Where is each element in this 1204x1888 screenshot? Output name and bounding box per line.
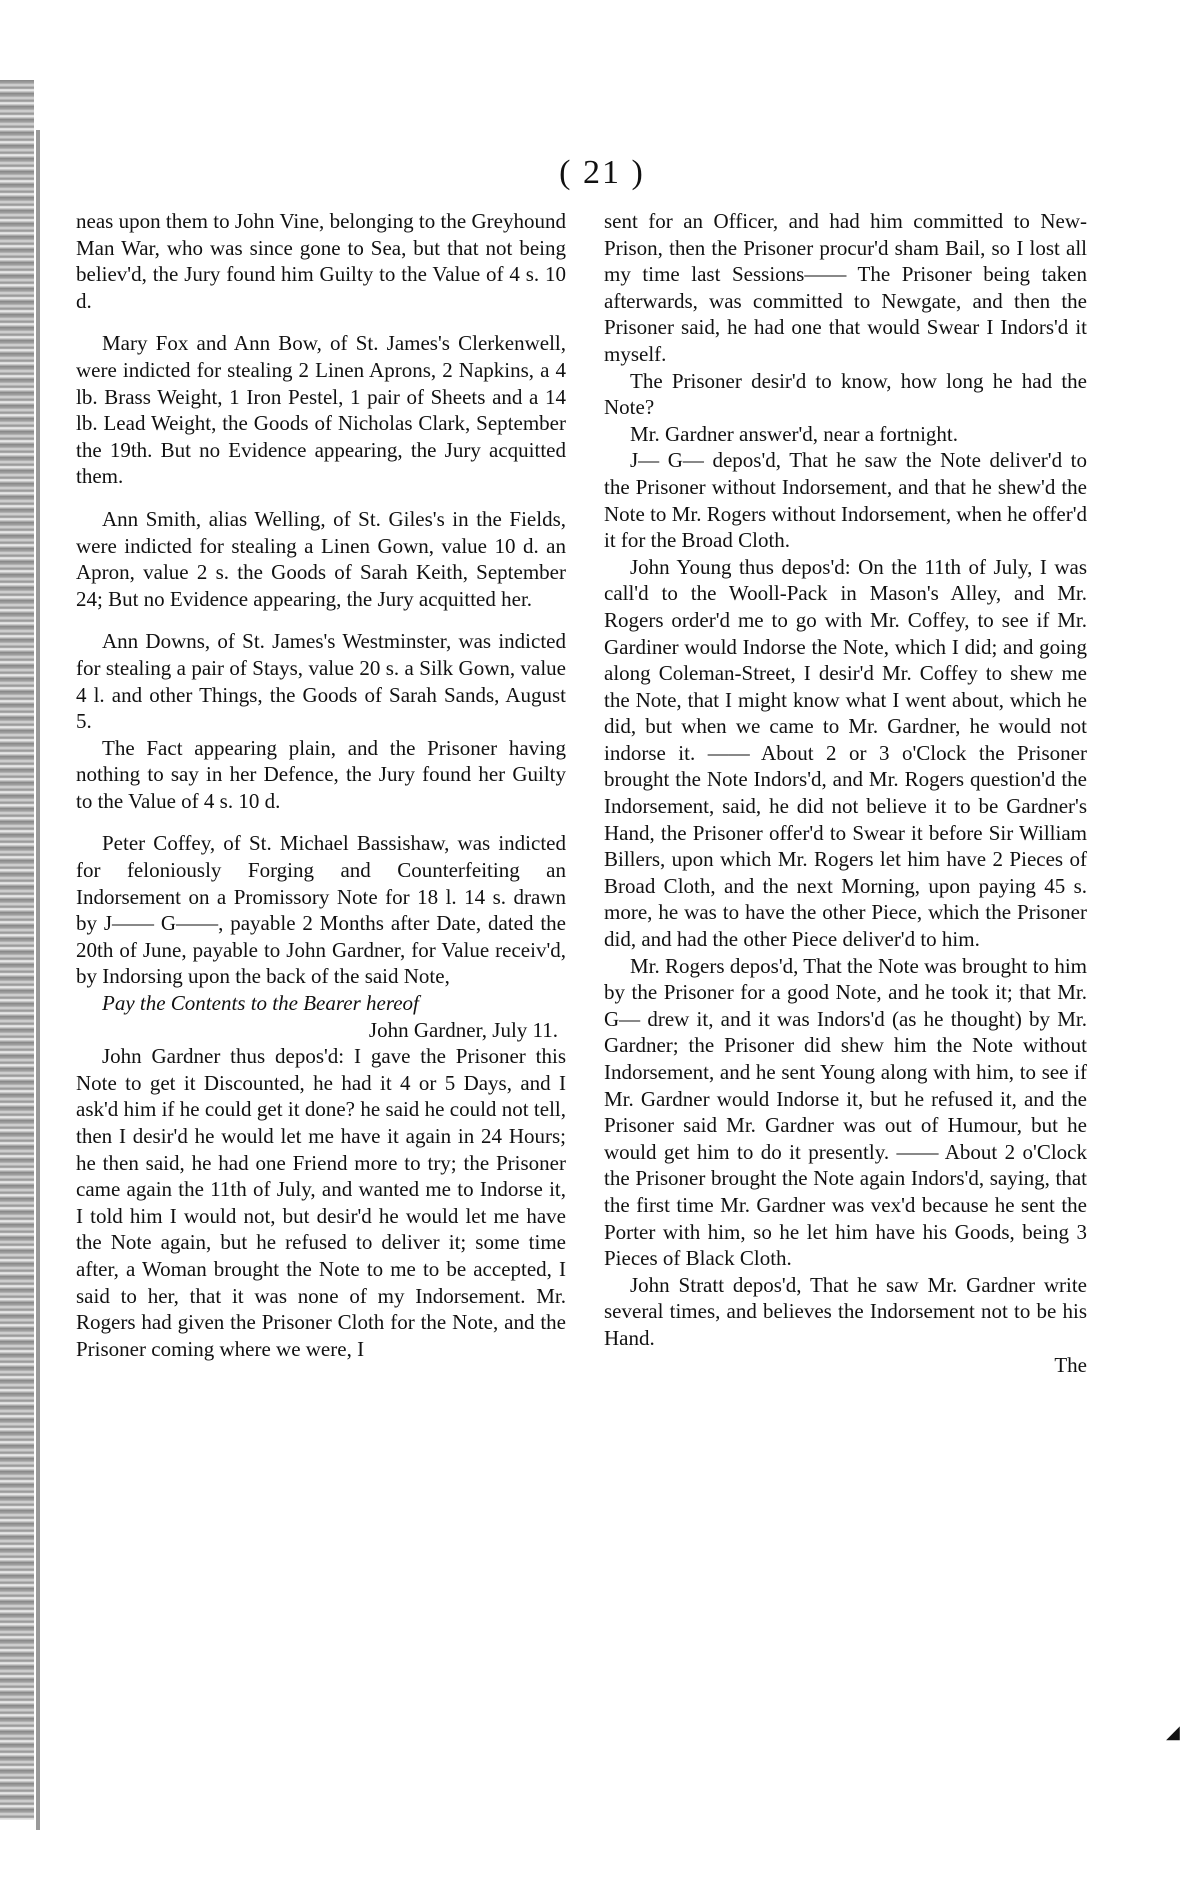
paragraph-downs-verdict [76,735,566,815]
entry-vine-verdict [76,208,566,314]
right-column [604,208,1087,1378]
indorsement-text [76,990,566,1017]
text-span: Mary Fox and Ann Bow, of St. James's Clerkenwell, were indicted for stealing 2 Linen Aprons, 2 Napkins, a 4 lb. Brass Weight, 1 Iron Pestel, 1 pair of Sheets and a 14 lb. Lead Weight, the Goods of Nicholas Clark, September the 19th. But no Evidence appearing, the Jury acquitted them. [76,331,566,489]
text-span: Ann Smith, alias Welling, of St. Giles's in the Fields, were indicted for stealing a Linen Gown, value 10 d. an Apron, value 2 s. the Goods of Sarah Keith, September 24; But no Evidence appearing, the Jury acquitted her. [76,506,566,611]
text-span: J— G— depos'd, That he saw the Note deliver'd to the Prisoner without Indorsement, and that he shew'd the Note to Mr. Rogers without Indorsement, when he offer'd it for the Broad Cloth. [604,448,1087,553]
corner-mark-icon: ◢ [1166,1722,1180,1742]
entry-downs [76,628,566,734]
page-binding-edge [0,80,34,1820]
testimony-gardner [76,1043,566,1362]
text-span: Mr. Gardner answer'd, near a fortnight. [630,421,959,446]
entry-coffey [76,830,566,990]
gardner-answer [604,421,1087,448]
text-span: The Fact appearing plain, and the Prisoner having nothing to say in her Defence, the Jury found her Guilty to the Value of 4 s. 10 d. [76,735,566,813]
text-span: Peter Coffey, of St. Michael Bassishaw, was indicted for feloniously Forging and Counterfeiting an Indorsement on a Promissory Note for 18 l. 14 s. drawn by J—— G——, payable 2 Months after Date, dated the 20th of June, payable to John Gardner, for Value receiv'd, by Indorsing upon the back of the said Note, [76,831,566,989]
text-span: sent for an Officer, and had him committed to New-Prison, then the Prisoner procur'd sham Bail, so I lost all my time last Sessions—— The Prisoner being taken afterwards, was committed to Newgate, and then the Prisoner said, he had one that would Swear I Indors'd it myself. [604,209,1087,366]
text-span: neas upon them to John Vine, belonging to the Greyhound Man War, who was since gone to Sea, but that not being believ'd, the Jury found him Guilty to the Value of 4 s. 10 d. [76,209,566,313]
testimony-jg [604,447,1087,553]
text-span: Pay the Contents to the Bearer hereof [102,991,419,1016]
text-span: John Young thus depos'd: On the 11th of July, I was call'd to the Wooll-Pack in Mason's Alley, and Mr. Rogers order'd me to go with Mr. Coffey, to see if Mr. Gardiner would Indorse the Note, which I did; and going along Coleman-Street, I desir'd Mr. Coffey to shew me the Note, that I might know what I went about, which he did, but when we came to Mr. Gardner, he would not indorse it. —— About 2 or 3 o'Clock the Prisoner brought the Note Indors'd, and Mr. Rogers question'd the Indorsement, said, he did not believe it to be Gardner's Hand, the Prisoner offer'd to Swear it before Sir William Billers, upon which Mr. Rogers let him have 2 Pieces of Broad Cloth, and the next Morning, upon paying 45 s. more, he was to have the other Piece, which the Prisoner did, and had the other Piece deliver'd to him. [604,554,1087,952]
text-span: The Prisoner desir'd to know, how long he had the Note? [604,368,1087,420]
text-span: Mr. Rogers depos'd, That the Note was brought to him by the Prisoner for a good Note, and he took it; that Mr. G— drew it, and it was Indors'd (as he thought) by Mr. Gardner; the Prisoner did shew him the Note without Indorsement, and he sent Young along with him, to see if Mr. Gardner would Indorse it, but he refused it, and the Prisoner said Mr. Gardner was out of Humour, but he would get him to do it presently. —— About 2 o'Clock the Prisoner brought the Note again Indors'd, saying, that the first time Mr. Gardner was vex'd because he sent the Porter with him, so he let him have his Goods, being 3 Pieces of Black Cloth. [604,953,1087,1271]
prisoner-question [604,368,1087,421]
text-span: Ann Downs, of St. James's Westminster, was indicted for stealing a pair of Stays, value 20 s. a Silk Gown, value 4 l. and other Things, the Goods of Sarah Sands, August 5. [76,629,566,734]
page-number: ( 21 ) [559,154,645,191]
text-span: John Gardner, July 11. [368,1017,558,1042]
binding-shadow [36,130,40,1830]
text-span: John Stratt depos'd, That he saw Mr. Gardner write several times, and believes the Indorsement not to be his Hand. [604,1272,1087,1350]
testimony-rogers [604,953,1087,1272]
testimony-stratt [604,1272,1087,1352]
entry-smith-welling [76,506,566,612]
testimony-young [604,554,1087,953]
indorsement-signature [76,1017,566,1044]
text-span: John Gardner thus depos'd: I gave the Prisoner this Note to get it Discounted, he had it 4 or 5 Days, and I ask'd him if he could get it done? he said he could not tell, then I desir'd he would let me have it again in 24 Hours; he then said, he had one Friend more to try; the Prisoner came again the 11th of July, and wanted me to Indorse it, I told him I would not, but desir'd he would let me have the Note again, but he refused to deliver it; some time after, a Woman brought the Note to me to be accepted, I said to her, that it was none of my Indorsement. Mr. Rogers had given the Prisoner Cloth for the Note, and the Prisoner coming where we were, I [76,1044,566,1361]
entry-fox-bow [76,330,566,490]
left-column [76,208,566,1362]
testimony-gardner-continued [604,208,1087,368]
catchword: The [1054,1352,1087,1377]
